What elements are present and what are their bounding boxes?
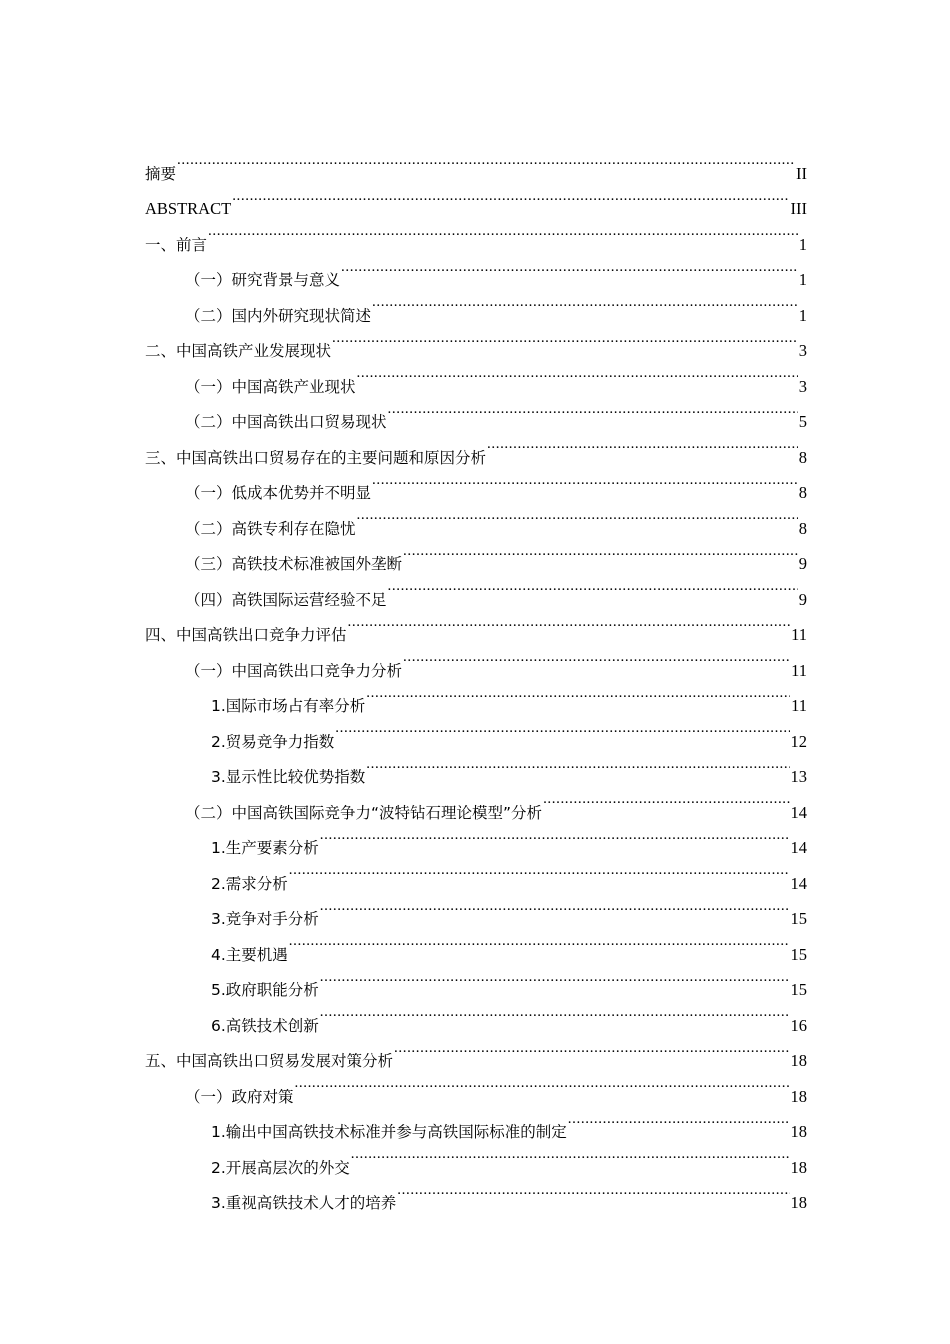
- table-of-contents: [145, 143, 807, 1212]
- toc-entry-page-number: 18: [790, 1157, 807, 1177]
- toc-entry-page-number: 12: [790, 731, 807, 751]
- dot-leader: [372, 463, 798, 499]
- toc-entry-page-number: 18: [790, 1086, 807, 1106]
- toc-entry-page-number: 14: [790, 802, 807, 822]
- toc-entry-title: （二）高铁专利存在隐忧: [185, 519, 356, 538]
- dot-leader: [388, 392, 798, 428]
- dot-leader: [403, 534, 798, 570]
- dot-leader: [208, 214, 798, 250]
- toc-entry-title: 五、中国高铁出口贸易发展对策分析: [145, 1052, 394, 1070]
- toc-entry-page-number: 8: [798, 447, 807, 467]
- toc-entry-page-number: 8: [798, 483, 807, 502]
- dot-leader: [320, 818, 790, 854]
- dot-leader: [341, 250, 798, 286]
- toc-entry-page-number: 9: [798, 554, 807, 573]
- toc-entry-title: （二）国内外研究现状简述: [185, 306, 372, 325]
- toc-entry-page-number: 13: [790, 767, 807, 786]
- dot-leader: [403, 640, 790, 676]
- dot-leader: [394, 1031, 789, 1067]
- toc-entry-title: （一）中国高铁产业现状: [185, 377, 356, 396]
- toc-entry-title: 1.国际市场占有率分析: [211, 697, 366, 715]
- dot-leader: [372, 285, 798, 321]
- dot-leader: [397, 1173, 789, 1209]
- toc-entry-title: ABSTRACT: [145, 199, 232, 218]
- dot-leader: [351, 1137, 790, 1173]
- toc-entry-title: （一）中国高铁出口竞争力分析: [185, 661, 403, 680]
- dot-leader: [388, 569, 798, 605]
- toc-entry-title: （一）政府对策: [185, 1087, 294, 1106]
- dot-leader: [348, 605, 791, 641]
- toc-entry-title: （一）低成本优势并不明显: [185, 484, 372, 502]
- toc-entry-title: 一、前言: [145, 235, 208, 254]
- toc-entry-title: 4.主要机遇: [211, 945, 288, 964]
- toc-entry-title: 3.竞争对手分析: [211, 910, 319, 928]
- toc-entry-page-number: 11: [791, 696, 807, 715]
- dot-leader: [332, 321, 798, 357]
- toc-entry-page-number: 18: [790, 1051, 807, 1070]
- dot-leader: [177, 143, 795, 179]
- dot-leader: [289, 924, 790, 960]
- toc-entry-page-number: 3: [798, 341, 807, 360]
- toc-entry[interactable]: [145, 179, 807, 218]
- toc-entry-page-number: 14: [790, 838, 807, 857]
- toc-entry[interactable]: [145, 143, 807, 183]
- toc-entry-page-number: 11: [791, 625, 807, 644]
- dot-leader: [232, 179, 789, 215]
- dot-leader: [289, 853, 790, 889]
- toc-entry-title: 3.重视高铁技术人才的培养: [211, 1194, 397, 1212]
- toc-entry-page-number: 5: [798, 412, 807, 431]
- toc-entry-page-number: 18: [790, 1122, 807, 1141]
- toc-entry-page-number: 15: [790, 909, 807, 928]
- toc-entry-title: （三）高铁技术标准被国外垄断: [185, 555, 403, 573]
- toc-entry[interactable]: [145, 214, 807, 254]
- dot-leader: [543, 782, 789, 818]
- toc-entry-page-number: 18: [790, 1193, 807, 1212]
- dot-leader: [366, 676, 790, 712]
- toc-entry-page-number: 1: [798, 234, 807, 254]
- toc-entry-title: （二）中国高铁出口贸易现状: [185, 413, 387, 431]
- dot-leader: [295, 1066, 790, 1102]
- toc-entry-title: （二）中国高铁国际竞争力“波特钻石理论模型”分析: [185, 803, 543, 822]
- dot-leader: [320, 960, 790, 996]
- dot-leader: [357, 498, 798, 534]
- toc-entry-title: 三、中国高铁出口贸易存在的主要问题和原因分析: [145, 448, 487, 467]
- toc-entry-title: 二、中国高铁产业发展现状: [145, 342, 332, 360]
- dot-leader: [320, 889, 790, 925]
- toc-entry-title: 2.开展高层次的外交: [211, 1158, 350, 1177]
- toc-entry[interactable]: [145, 250, 807, 289]
- toc-entry-title: （四）高铁国际运营经验不足: [185, 590, 387, 609]
- toc-entry-title: 摘要: [145, 164, 177, 183]
- toc-entry-page-number: 3: [798, 376, 807, 396]
- toc-entry-page-number: 11: [791, 660, 807, 680]
- toc-entry-page-number: 1: [798, 305, 807, 325]
- dot-leader: [357, 356, 798, 392]
- dot-leader: [366, 747, 789, 783]
- toc-entry-page-number: 9: [798, 589, 807, 609]
- toc-entry-title: 5.政府职能分析: [211, 981, 319, 999]
- toc-entry-page-number: 8: [798, 518, 807, 538]
- toc-entry-title: 2.需求分析: [211, 874, 288, 893]
- toc-entry-title: 6.高铁技术创新: [211, 1016, 319, 1035]
- toc-entry-title: 1.生产要素分析: [211, 839, 319, 857]
- toc-entry-page-number: 16: [790, 1015, 807, 1035]
- toc-entry-title: 四、中国高铁出口竞争力评估: [145, 626, 347, 644]
- toc-entry-title: 1.输出中国高铁技术标准并参与高铁国际标准的制定: [211, 1123, 567, 1141]
- toc-entry-title: 3.显示性比较优势指数: [211, 768, 366, 786]
- dot-leader: [335, 711, 789, 747]
- toc-entry-title: 2.贸易竞争力指数: [211, 732, 335, 751]
- toc-entry-page-number: 15: [790, 980, 807, 999]
- dot-leader: [487, 427, 798, 463]
- toc-entry-page-number: II: [796, 163, 807, 183]
- dot-leader: [320, 995, 790, 1031]
- toc-entry-page-number: III: [790, 199, 807, 218]
- toc-entry-page-number: 15: [790, 944, 807, 964]
- dot-leader: [568, 1102, 790, 1138]
- toc-entry-title: （一）研究背景与意义: [185, 271, 341, 289]
- toc-entry-page-number: 1: [798, 270, 807, 289]
- toc-entry-page-number: 14: [790, 873, 807, 893]
